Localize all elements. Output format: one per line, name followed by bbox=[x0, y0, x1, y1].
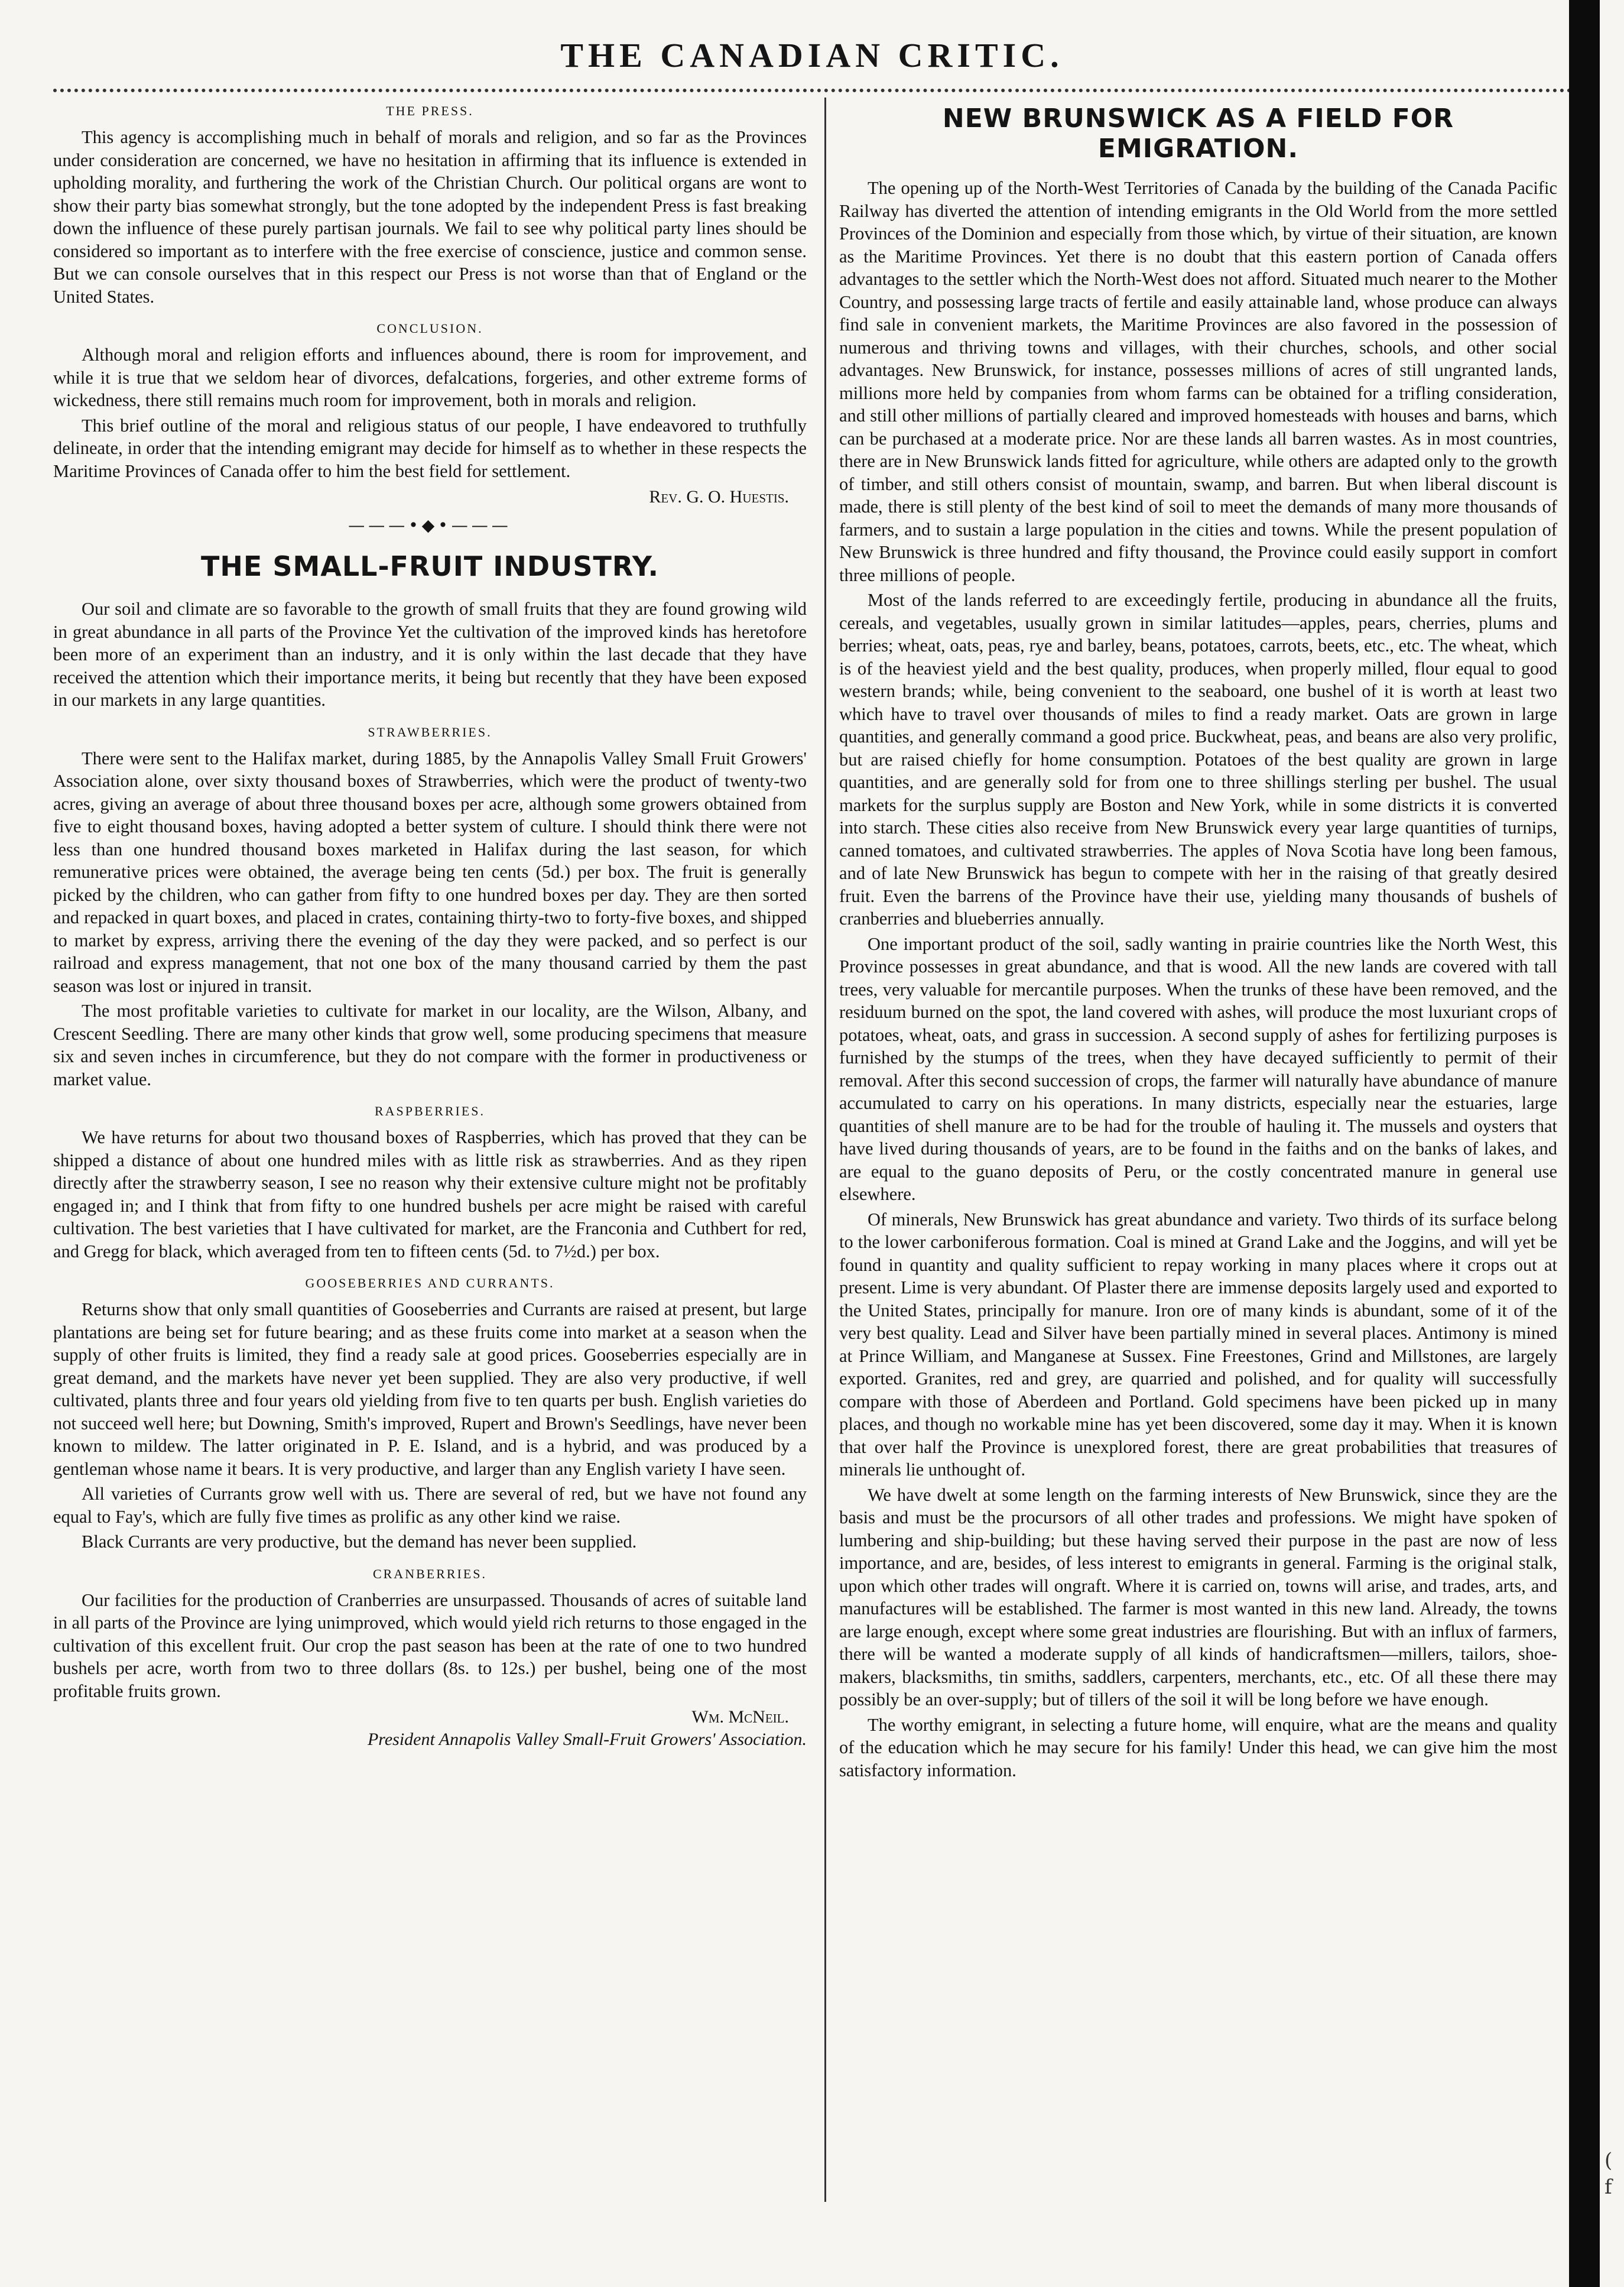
paragraph: Of minerals, New Brunswick has great abundance and variety. Two thirds of its surface belong to the lower carboniferous formation. Coal is mined at Grand Lake and the Joggins, and will yet be found in quantity and quality sufficient to repay working in many places where it crops out at present. Lime is very abundant. Of Plaster there are immense deposits largely used and exported to the United States, principally for manure. Iron ore of many kinds is abundant, some of it of the very best quality. Lead and Silver have been partially mined in several places. Antimony is mined at Prince William, and Manganese at Sussex. Fine Freestones, Grind and Millstones, are largely exported. Granites, red and grey, are quarried and polished, and for quality will successfully compare with those of Aberdeen and Portland. Gold specimens have been picked up in many places, and though no workable mine has yet been discovered, some day it may. When it is known that over half the Province is unexplored forest, there are great probabilities that treasures of minerals lie unthought of. bbox=[839, 1209, 1557, 1480]
ornamental-divider: ———•◆•——— bbox=[348, 515, 512, 535]
article-title-new-brunswick: NEW BRUNSWICK AS A FIELD FOR EMIGRATION. bbox=[942, 103, 1454, 164]
masthead-rule bbox=[53, 89, 1572, 92]
section-heading-strawberries: STRAWBERRIES. bbox=[368, 724, 492, 739]
page-edge-shadow bbox=[1569, 0, 1600, 2287]
section-heading-raspberries: RASPBERRIES. bbox=[375, 1104, 485, 1118]
paragraph: This agency is accomplishing much in behalf of morals and religion, and so far as the Provinces under consideration are concerned, we have no hesitation in affirming that its influence is extended in upholding morality, and furthering the work of the Christian Church. Our political organs are wont to show their party bias somewhat strongly, but the tone adopted by the independent Press is fast breaking down the influence of these purely partisan journals. We fail to see why political party lines should be considered so important as to interfere with the free exercise of conscience, justice and common sense. But we can console ourselves that in this respect our Press is not worse than that of England or the United States. bbox=[53, 127, 807, 307]
paragraph: Although moral and religion efforts and influences abound, there is room for improvement, and while it is true that we seldom hear of divorces, defalcations, forgeries, and other extreme forms of wickedness, there still remains much room for improvement, both in morals and religion. bbox=[53, 345, 807, 410]
section-heading-gooseberries: GOOSEBERRIES AND CURRANTS. bbox=[305, 1276, 555, 1290]
paragraph: We have dwelt at some length on the farming interests of New Brunswick, since they are the basis and must be the procursors of all other trades and professions. We might have spoken of lumbering and ship-building; but these having served their purpose in the past are now of less importance, and are, besides, of less interest to emigrants in general. Farming is the original stalk, upon which other trades will ongraft. Where it is carried on, towns will arise, and trades, arts, and manufactures will be established. The farmer is most wanted in this new land. Already, the towns are large enough, except where some great industries are flourishing. But with an influx of farmers, there will be wanted a moderate supply of all kinds of handicraftsmen—millers, tailors, shoe-makers, blacksmiths, tin smiths, saddlers, carpenters, merchants, etc., etc. Of all these there may possibly be an over-supply; but of tillers of the soil it will be long before we have enough. bbox=[839, 1484, 1557, 1709]
paragraph: The opening up of the North-West Territories of Canada by the building of the Canada Pacific Railway has diverted the attention of intending emigrants in the Old World from the more settled Provinces of the Dominion and especially from those which, by virtue of their situation, are known as the Maritime Provinces. Yet there is no doubt that this eastern portion of Canada offers advantages to the settler which the North-West does not afford. Situated much nearer to the Mother Country, and possessing large tracts of fertile and easily attainable land, whose produce can always find sale in convenient markets, the Maritime Provinces are also favored in the possession of numerous and thriving towns and villages, with their churches, schools, and other social advantages. New Brunswick, for instance, possesses millions of acres of still ungranted lands, millions more held by companies from whom farms can be obtained for a trifling consideration, and still other millions of partially cleared and improved homesteads with houses and barns, which can be purchased at a moderate price. Nor are these lands all barren wastes. As in most countries, there are in New Brunswick lands fitted for agriculture, while others are adapted only to the growth of timber, and still others consist of mountain, swamp, and barren. But when liberal discount is made, there is still plenty of the best kind of soil to meet the demands of many more thousands of farmers, and to sustain a large population in the cities and towns. While the present population of New Brunswick is three hundred and fifty thousand, the Province could easily support in comfort three millions of people. bbox=[839, 178, 1557, 585]
author-signature: Wm. McNeil. bbox=[691, 1707, 789, 1727]
paragraph: One important product of the soil, sadly wanting in prairie countries like the North West, this Province possesses in great abundance, and that is wood. All the new lands are covered with tall trees, very valuable for mercantile purposes. When the trunks of these have been removed, and the residuum burned on the spot, the land covered with ashes, will produce the most luxuriant crops of potatoes, wheat, oats, and grass in succession. A second supply of ashes for fertilizing purposes is furnished by the stumps of the trees, when they have decayed sufficiently to permit of their removal. After this second succession of crops, the farmer will naturally have abundance of manure accumulated to carry on his operations. In many districts, especially near the estuaries, large quantities of shell manure are to be had for the trouble of hauling it. The mussels and oysters that have lived during thousands of years, are to be found in the faiths and on the banks of lakes, and are equal to the guano deposits of Peru, or the costly concentrated manure in general use elsewhere. bbox=[839, 933, 1557, 1204]
paragraph: The worthy emigrant, in selecting a future home, will enquire, what are the means and quality of the education which he may secure for his family! Under this head, we can give him the most satisfactory information. bbox=[839, 1714, 1557, 1780]
left-column bbox=[53, 103, 807, 1750]
section-heading-conclusion: CONCLUSION. bbox=[376, 321, 483, 336]
paragraph: All varieties of Currants grow well with us. There are several of red, but we have not found any equal to Fay's, which are fully five times as prolific as any other kind we raise. bbox=[53, 1484, 807, 1527]
paragraph: There were sent to the Halifax market, during 1885, by the Annapolis Valley Small Fruit Growers' Association alone, over sixty thousand boxes of Strawberries, which were the product of twenty-two acres, giving an average of about three thousand boxes per acre, although some growers obtained from five to eight thousand boxes, having adopted a better system of culture. I should think there were not less than one hundred thousand boxes marketed in Halifax during the last season, for which remunerative prices were obtained, the average being ten cents (5d.) per box. The fruit is generally picked by the children, who can gather from fifty to one hundred boxes per day. They are then sorted and repacked in quart boxes, and placed in crates, containing thirty-two to forty-five boxes, and shipped to market by express, arriving there the evening of the day they were packed, and so perfect is our railroad and express management, that not one box of the many thousand carried by them the past season was lost or injured in transit. bbox=[53, 748, 807, 996]
paragraph: We have returns for about two thousand boxes of Raspberries, which has proved that they can be shipped a distance of about one hundred miles with as little risk as strawberries. And as they ripen directly after the strawberry season, I see no reason why their extensive culture might not be profitably engaged in; and I think that from fifty to one hundred bushels per acre might be raised with careful cultivation. The best varieties that I have cultivated for market, are the Franconia and Cuthbert for red, and Gregg for black, which averaged from ten to fifteen cents (5d. to 7½d.) per box. bbox=[53, 1127, 807, 1261]
section-heading-cranberries: CRANBERRIES. bbox=[372, 1566, 488, 1581]
right-column bbox=[839, 103, 1557, 1784]
paragraph: Most of the lands referred to are exceedingly fertile, producing in abundance all the fruits, cereals, and vegetables, usually grown in similar latitudes—apples, pears, cherries, plums and berries; wheat, oats, peas, rye and barley, beans, potatoes, carrots, beets, etc., etc. The wheat, which is of the heaviest yield and the best quality, produces, when properly milled, flour equal to good western brands; while, being convenient to the seaboard, one bushel of it is worth at least two which have to travel over thousands of miles to find a ready market. Oats are grown in large quantities, and generally command a good price. Buckwheat, peas, and beans are also very prolific, but are raised chiefly for home consumption. Potatoes of the best quality are grown in large quantities, and are generally sold for from one to three shillings sterling per bushel. The usual markets for the surplus supply are Boston and New York, while in some districts it is converted into starch. These cities also receive from New Brunswick every year large quantities of turnips, canned tomatoes, and cultivated strawberries. The apples of Nova Scotia have long been famous, and of late New Brunswick has begun to compete with her in the raising of that greatly desired fruit. Even the barrens of the Province have their use, yielding many thousands of bushels of cranberries and blueberries annually. bbox=[839, 590, 1557, 929]
section-heading-press: THE PRESS. bbox=[386, 103, 474, 118]
masthead: THE CANADIAN CRITIC. bbox=[560, 36, 1064, 74]
column-rule bbox=[824, 98, 826, 2202]
paragraph: The most profitable varieties to cultivate for market in our locality, are the Wilson, Albany, and Crescent Seedling. There are many other kinds that grow well, some producing specimens that measure six and seven inches in circumference, but they do not compare with the former in productiveness or market value. bbox=[53, 1001, 807, 1089]
author-title: President Annapolis Valley Small-Fruit Growers' Association. bbox=[367, 1730, 807, 1749]
article-title-small-fruit: THE SMALL-FRUIT INDUSTRY. bbox=[201, 550, 659, 582]
edge-glyph: f bbox=[1604, 2175, 1612, 2199]
paragraph: Our soil and climate are so favorable to the growth of small fruits that they are found growing wild in great abundance in all parts of the Province Yet the cultivation of the improved kinds has heretofore been more of an experiment than an industry, and it is only within the last decade that they have received the attention which their importance merits, it being but recently that they have been exposed in our markets in any large quantities. bbox=[53, 599, 807, 710]
edge-glyph: ( bbox=[1604, 2149, 1613, 2172]
paragraph: Black Currants are very productive, but the demand has never been supplied. bbox=[82, 1532, 637, 1552]
paragraph: Returns show that only small quantities of Gooseberries and Currants are raised at present, but large plantations are being set for future bearing; and as these fruits come into market at a season when the supply of other fruits is limited, they find a ready sale at good prices. Gooseberries especially are in great demand, and the markets have never yet been supplied. They are also very productive, if well cultivated, plants three and four years old yielding from five to ten quarts per bush. English varieties do not succeed well here; but Downing, Smith's improved, Rupert and Brown's Seedlings, have never been known to mildew. The latter originated in P. E. Island, and is a hybrid, and was produced by a gentleman whose name it bears. It is very productive, and larger than any English variety I have seen. bbox=[53, 1299, 807, 1479]
author-signature: Rev. G. O. Huestis. bbox=[649, 487, 789, 507]
paragraph: This brief outline of the moral and religious status of our people, I have endeavored to truthfully delineate, in order that the intending emigrant may decide for himself as to whether in these respects the Maritime Provinces of Canada offer to him the best field for settlement. bbox=[53, 415, 807, 481]
paragraph: Our facilities for the production of Cranberries are unsurpassed. Thousands of acres of suitable land in all parts of the Province are lying unimproved, which would yield rich returns to those engaged in the cultivation of this excellent fruit. Our crop the past season has been at the rate of one to two hundred bushels per acre, worth from two to three dollars (8s. to 12s.) per bushel, being one of the most profitable fruits grown. bbox=[53, 1589, 807, 1701]
